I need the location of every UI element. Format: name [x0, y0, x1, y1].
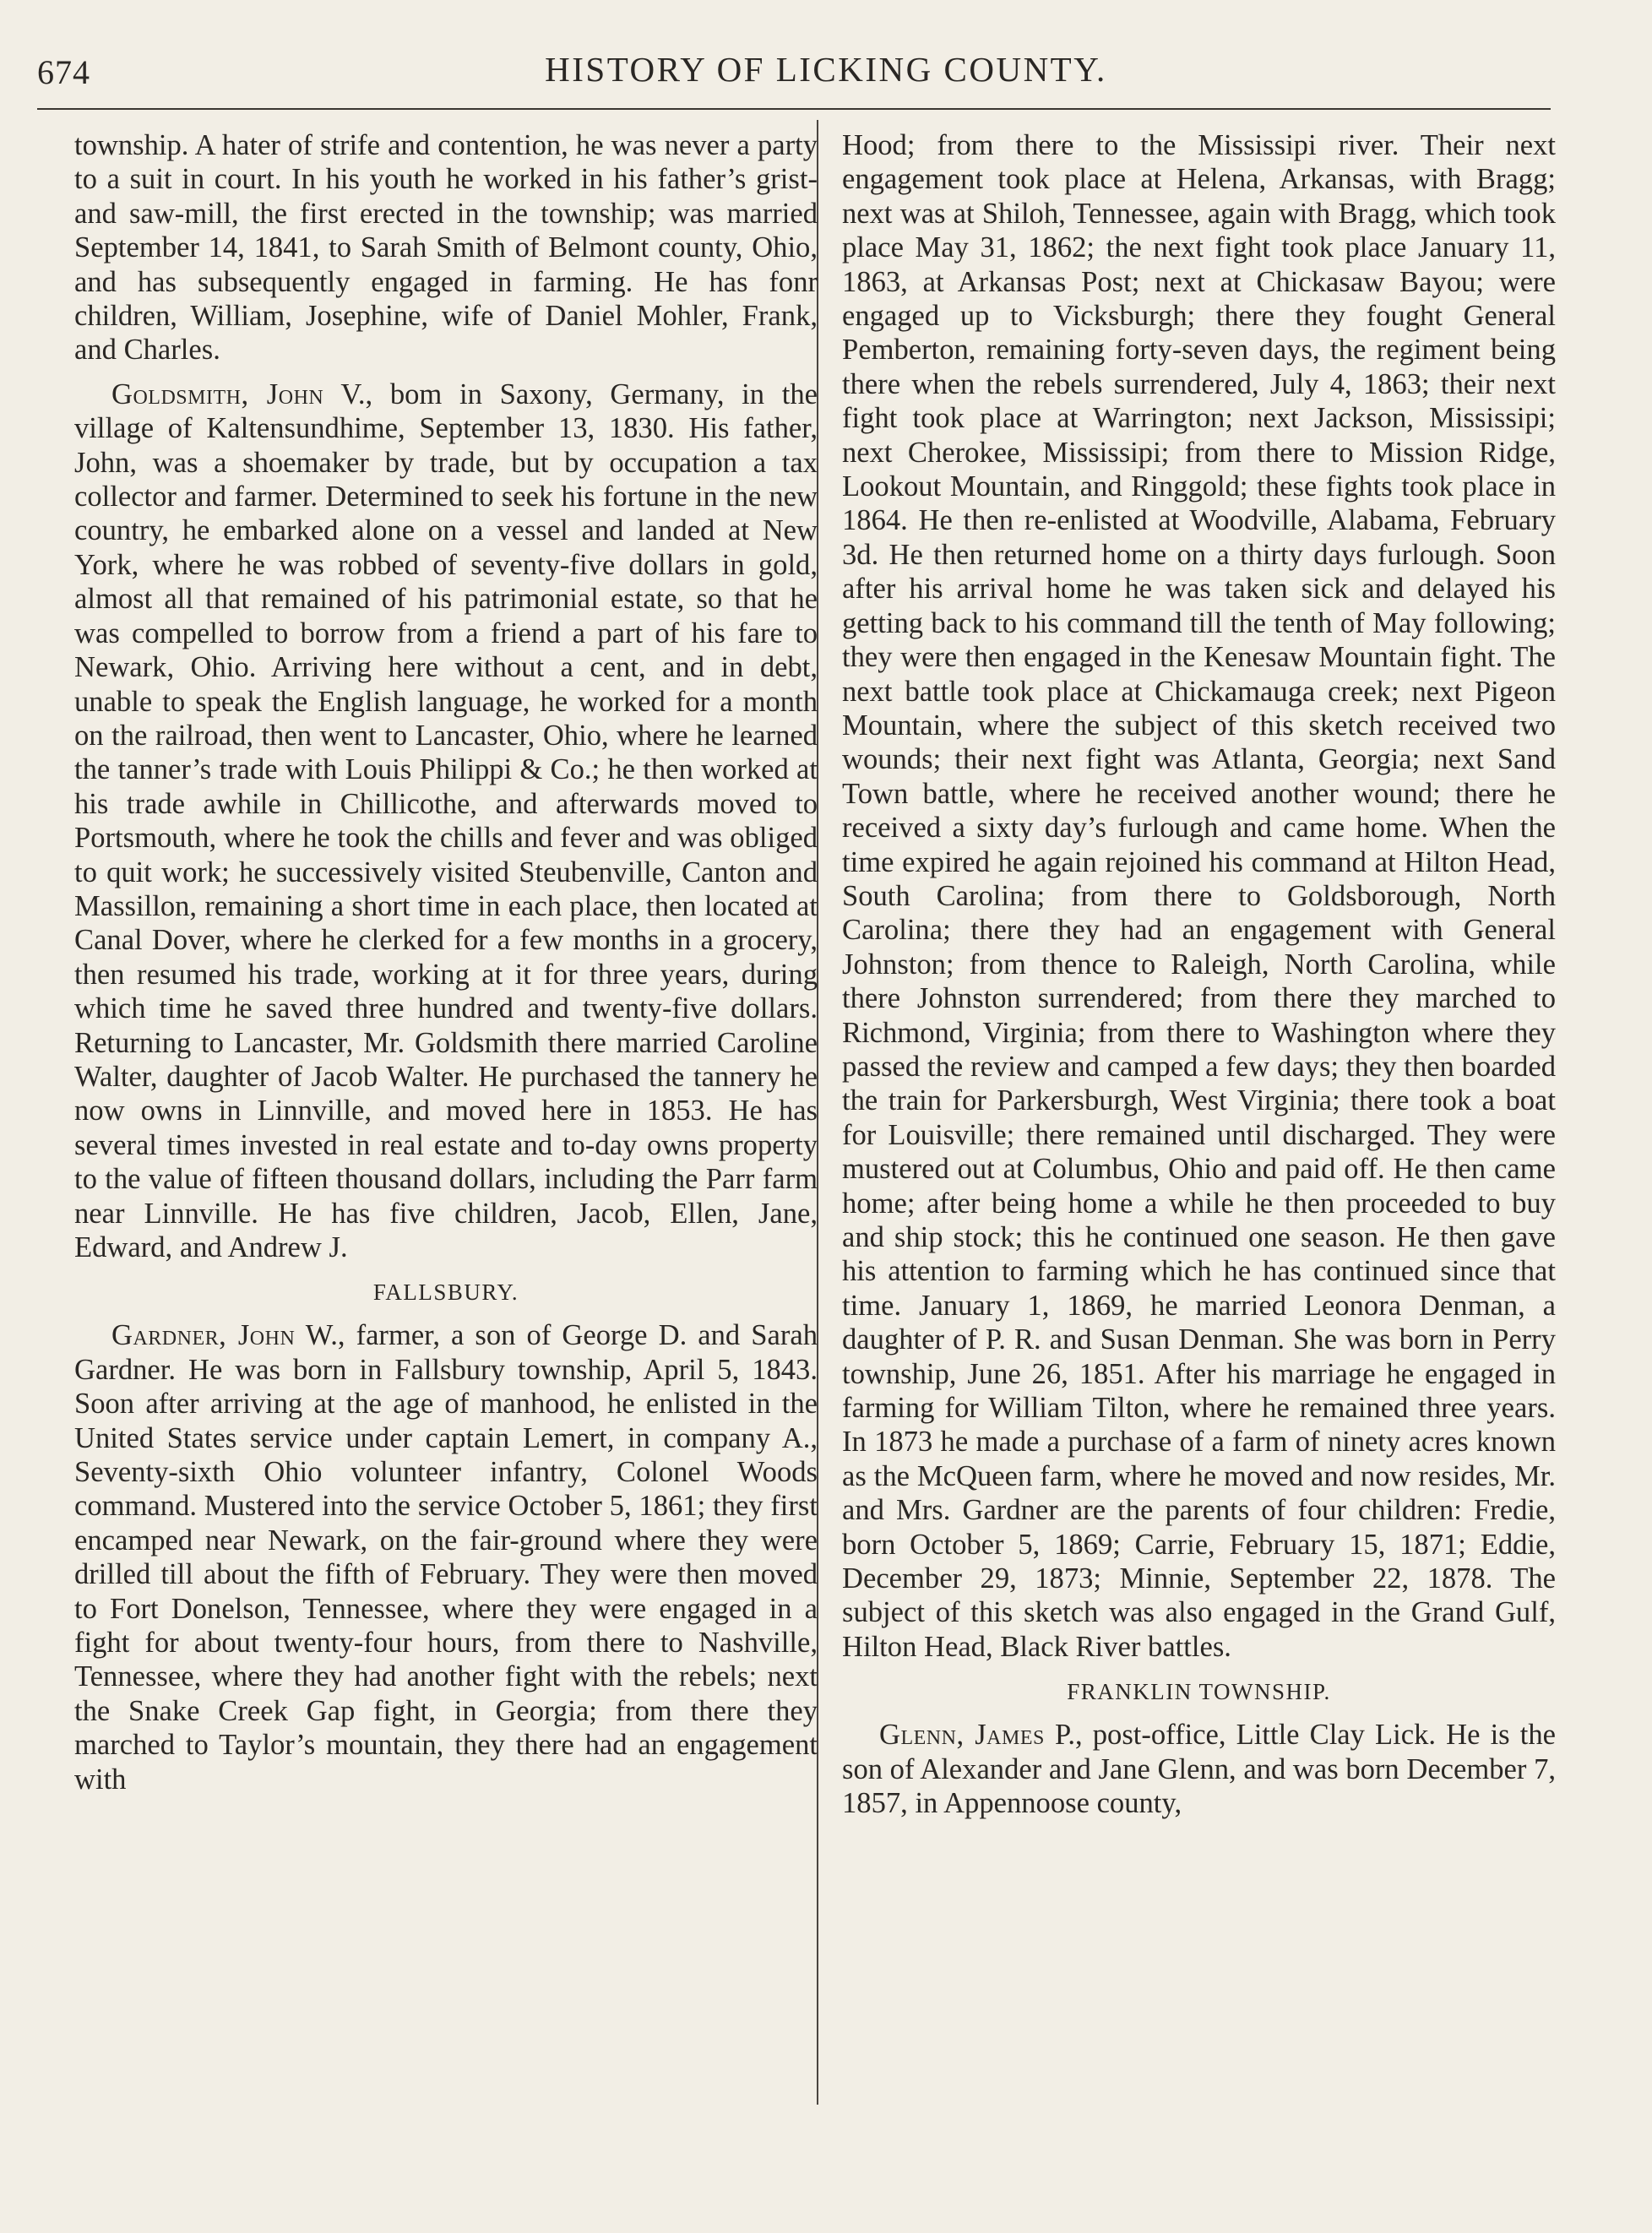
entry-text: V., bom in Saxony, Germany, in the village of Kaltensundhime, September 13, 1830. His father, John, was a shoemaker by trade, but by occupation a tax collector and farmer. Determined to seek his fortune in the new country, he embarked alone on a vessel and landed at New York, where he was robbed of seventy-five dollars in gold, almost all that remained of his patrimonial estate, so that he was compelled to borrow from a friend a part of his fare to Newark, Ohio. Arriving here without a cent, and in debt, unable to speak the English language, he worked for a month on the railroad, then went to Lancaster, Ohio, where he learned the tanner’s trade with Louis Philippi & Co.; he then worked at his trade awhile in Chillicothe, and afterwards moved to Portsmouth, where he took the chills and fever and was obliged to quit work; he successively visited Steubenville, Canton and Massillon, remaining a short time in each place, then located at Canal Dover, where he clerked for a few months in a grocery, then resumed his trade, working at it for three years, during which time he saved three hundred and twenty-five dollars. Returning to Lancaster, Mr. Goldsmith there married Caroline Walter, daughter of Jacob Walter. He purchased the tannery he now owns in Linnville, and moved here in 1853. He has several times invested in real estate and to-day owns property to the value of fifteen thousand dollars, including the Parr farm near Linnville. He has five children, Jacob, Ellen, Jane, Edward, and Andrew J.	[74, 378, 818, 1263]
section-heading-franklin: FRANKLIN TOWNSHIP.	[1067, 1679, 1331, 1705]
entry-name: Gardner, John	[111, 1319, 296, 1352]
page-number: 674	[37, 53, 90, 91]
running-title: HISTORY OF LICKING COUNTY.	[545, 50, 1107, 89]
right-column	[842, 128, 1556, 1821]
section-heading-fallsbury: FALLSBURY.	[372, 1279, 519, 1306]
entry-glenn	[842, 1718, 1556, 1820]
paragraph-continuation: township. A hater of strife and contention, he was never a party to a suit in court. In his youth he worked in his father’s grist- and saw-mill, the first erected in the township; was married September 14, 1841, to Sarah Smith of Belmont county, Ohio, and has subsequently engaged in farming. He has fonr children, William, Josephine, wife of Daniel Mohler, Frank, and Charles.	[74, 129, 818, 367]
entry-name: Goldsmith, John	[111, 378, 324, 410]
entry-text: W., farmer, a son of George D. and Sarah Gardner. He was born in Fallsbury township, April 5, 1843. Soon after arriving at the age of manhood, he enlisted in the United States service under captain Lemert, in company A., Seventy-sixth Ohio volunteer infantry, Colonel Woods command. Mustered into the service October 5, 1861; they first encamped near Newark, on the fair-ground where they were drilled till about the fifth of February. They were then moved to Fort Donelson, Tennessee, where they were engaged in a fight for about twenty-four hours, from there to Nashville, Tennessee, where they had another fight with the rebels; next the Snake Creek Gap fight, in Georgia; from there they marched to Taylor’s mountain, they there had an engagement with	[74, 1319, 818, 1796]
left-column	[74, 128, 818, 1796]
entry-text: P., post-office, Little Clay Lick. He is the son of Alexander and Jane Glenn, and was born December 7, 1857, in Appennoose county,	[842, 1719, 1556, 1820]
entry-name: Glenn, James	[879, 1719, 1045, 1752]
header-rule	[37, 108, 1551, 110]
entry-goldsmith	[74, 378, 818, 1265]
paragraph-continuation: Hood; from there to the Mississipi river. Their next engagement took place at Helena, Arkansas, with Bragg; next was at Shiloh, Tennessee, again with Bragg, which took place May 31, 1862; the next fight took place January 11, 1863, at Arkansas Post; next at Chickasaw Bayou; were engaged up to Vicksburgh; there they fought General Pemberton, remaining forty-seven days, the regiment being there when the rebels surrendered, July 4, 1863; their next fight took place at Warrington; next Jackson, Mississipi; next Cherokee, Mississipi; from there to Mission Ridge, Lookout Mountain, and Ringgold; these fights took place in 1864. He then re-enlisted at Woodville, Alabama, February 3d. He then returned home on a thirty days furlough. Soon after his arrival home he was taken sick and delayed his getting back to his command till the tenth of May following; they were then engaged in the Kenesaw Mountain fight. The next battle took place at Chickamauga creek; next Pigeon Mountain, where the subject of this sketch received two wounds; their next fight was Atlanta, Georgia; next Sand Town battle, where he received another wound; there he received a sixty day’s furlough and came home. When the time expired he again rejoined his command at Hilton Head, South Carolina; from there to Goldsborough, North Carolina; there they had an engagement with General Johnston; from thence to Raleigh, North Carolina, while there Johnston surrendered; from there they marched to Richmond, Virginia; from there to Washington where they passed the review and camped a few days; they then boarded the train for Parkersburgh, West Virginia; there took a boat for Louisville; there remained until discharged. They were mustered out at Columbus, Ohio and paid off. He then came home; after being home a while he then proceeded to buy and ship stock; this he continued one season. He then gave his attention to farming which he has continued since that time. January 1, 1869, he married Leonora Denman, a daughter of P. R. and Susan Denman. She was born in Perry township, June 26, 1851. After his marriage he engaged in farming for William Tilton, where he remained three years. In 1873 he made a purchase of a farm of ninety acres known as the McQueen farm, where he moved and now resides, Mr. and Mrs. Gardner are the parents of four children: Fredie, born October 5, 1869; Carrie, February 15, 1871; Eddie, December 29, 1873; Minnie, September 22, 1878. The subject of this sketch was also engaged in the Grand Gulf, Hilton Head, Black River battles.	[842, 129, 1556, 1663]
entry-gardner	[74, 1318, 818, 1796]
